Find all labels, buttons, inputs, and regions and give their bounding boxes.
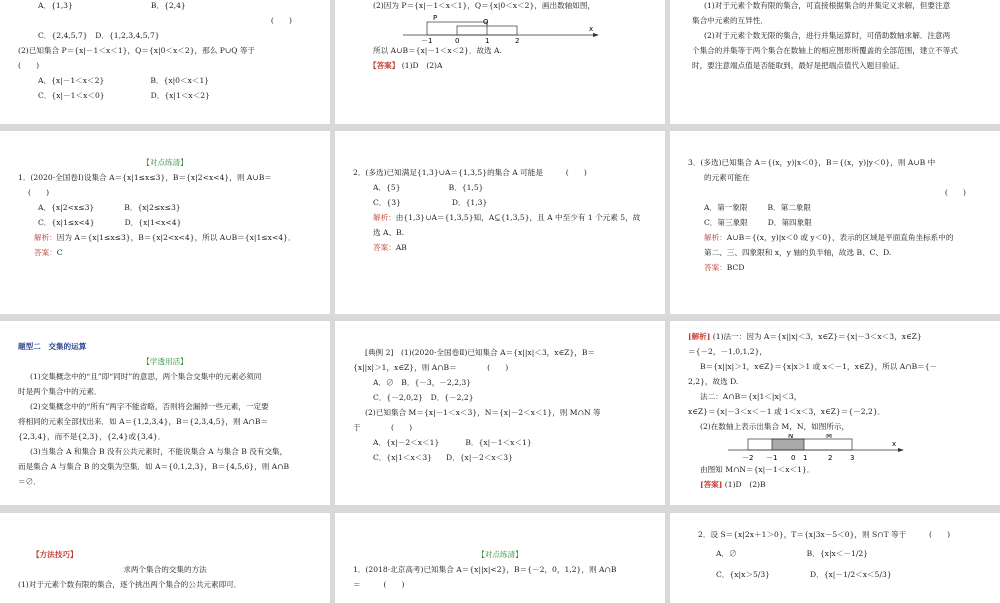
option-b: B．{x|0＜x＜1}: [150, 76, 210, 85]
tip-text: 时，要注意端点值是否能取到，最好是把端点值代入题目验证．: [692, 61, 905, 70]
answer-value: AB: [395, 243, 407, 252]
tick-label: 3: [850, 454, 855, 462]
tip-text: (1)对于元素个数有限的集合，可直接根据集合的并集定义求解，但要注意: [704, 1, 951, 10]
label-q: Q: [483, 18, 489, 26]
option-b: B．{x|x＜－1/2}: [806, 549, 869, 558]
option-row: [18, 215, 312, 230]
answer-tag: 【答案】: [369, 61, 400, 70]
option-row: [353, 195, 647, 210]
option-c: C．{x|－1＜x＜0}: [38, 91, 105, 100]
option-c: C．第三象限: [704, 218, 748, 227]
option-row: [688, 200, 982, 215]
paragraph-line: (1)对于元素个数有限的集合，逐个挑出两个集合的公共元素即可．: [18, 580, 242, 589]
option-row: C．{－2,0,2} D．{－2,2}: [373, 393, 474, 402]
option-row: [18, 200, 312, 215]
solution-text: (2)因为 P＝{x|－1＜x＜1}，Q＝{x|0＜x＜2}，画出数轴如图，: [373, 1, 596, 10]
option-b: B．{x|－1＜x＜1}: [465, 438, 532, 447]
answer-row: [353, 58, 647, 73]
option-d: D．{x|－2＜x＜3}: [446, 453, 513, 462]
paragraph-line: 将相同的元素全部找出来．如 A＝{1,2,3,4}，B＝{2,3,4,5}，则 A∩B＝: [18, 417, 269, 426]
solution-text: [688, 230, 982, 245]
answer-value: (1)D (2)A: [401, 61, 443, 70]
number-line-diagram: [728, 434, 928, 462]
option-row: [18, 0, 312, 13]
solution-body: 由{1,3}∪A＝{1,3,5}知，A⊆{1,3,5}，且 A 中至少有 1 个元素 5，故: [395, 213, 641, 222]
paragraph-line: 而是集合 A 与集合 B 的交集为空集．如 A＝{0,1,2,3}，B＝{4,5,6}，则 A∩B: [18, 462, 290, 471]
solution-text: 法二：A∩B＝{x|1＜|x|＜3，: [700, 392, 802, 401]
option-a: A．{5}: [373, 183, 401, 192]
paragraph-line: (3)当集合 A 和集合 B 没有公共元素时，不能说集合 A 与集合 B 没有交集，: [30, 447, 288, 456]
option-b: B．{1,5}: [448, 183, 484, 192]
option-row: [688, 546, 982, 561]
answer-row: [353, 240, 647, 255]
axis-x-label: x: [892, 440, 897, 448]
solution-text: B＝{x||x|＞1，x∈Z}＝{x|x＞1 或 x＜－1，x∈Z}，所以 A∩B＝{－: [700, 362, 938, 371]
axis-arrow: [593, 33, 599, 37]
solution-tag: 解析：: [373, 213, 396, 222]
section-heading: 题型二 交集的运算: [18, 342, 87, 351]
intersection-shade: [772, 439, 804, 450]
option-row: [688, 567, 982, 582]
option-d: D．{x|1<x<4}: [124, 218, 182, 227]
paragraph-line: 时是两个集合中的元素．: [18, 387, 102, 396]
solution-text: x∈Z}＝{x|－3＜x＜－1 或 1＜x＜3，x∈Z}＝{－2,2}．: [688, 407, 886, 416]
option-a: A．第一象限: [704, 203, 748, 212]
label-p: P: [433, 14, 438, 22]
solution-body: (1)法一：因为 A＝{x||x|＜3，x∈Z}＝{x|－3＜x＜3，x∈Z}: [712, 332, 922, 341]
answer-row: [18, 245, 312, 260]
answer-row: [688, 477, 982, 492]
question-text: (2)已知集合 P＝{x|－1＜x＜1}，Q＝{x|0＜x＜2}，那么 P∪Q 等于: [18, 46, 256, 55]
paragraph-line: {2,3,4}，而不是{2,3}，{2,4}或{3,4}．: [18, 432, 166, 441]
question-text: 3．(多选)已知集合 A＝{(x，y)|x＜0}，B＝{(x，y)|y＜0}，则 A∪B 中: [688, 158, 936, 167]
solution-text: [353, 210, 647, 225]
tick-label: 0: [791, 454, 796, 462]
answer-tag: 答案：: [704, 263, 727, 272]
question-text: 1．(2020·全国卷Ⅰ)设集合 A＝{x|1≤x≤3}，B＝{x|2<x<4}，则 A∪B＝: [18, 173, 272, 182]
slide-2[interactable]: [335, 0, 665, 124]
option-b: B．第二象限: [767, 203, 812, 212]
option-b: B．{x|2≤x≤3}: [124, 203, 181, 212]
solution-text: (2)在数轴上表示出集合 M，N，如图所示，: [700, 422, 850, 431]
paragraph-line: (1)交集概念中的“且”即“同时”的意思，两个集合交集中的元素必须同: [30, 372, 262, 381]
label-n: N: [788, 434, 794, 440]
option-row: [353, 435, 647, 450]
option-d: D．{x|－1/2＜x＜5/3}: [810, 570, 892, 579]
slide-9[interactable]: [670, 321, 1000, 505]
option-row: A．∅ B．{－3，－2,2,3}: [373, 378, 472, 387]
solution-text: 2,2}，故选 D.: [688, 377, 739, 386]
option-row: C．{2,4,5,7} D．{1,2,3,4,5,7}: [38, 31, 160, 40]
slide-3[interactable]: [670, 0, 1000, 124]
option-a: A．{x|－1＜x＜2}: [38, 76, 105, 85]
option-row: [18, 73, 312, 88]
option-d: D．第四象限: [767, 218, 812, 227]
answer-paren: ( ): [28, 188, 50, 197]
question-text: 2．(多选)已知满足{1,3}∪A＝{1,3,5}的集合 A 可能是 ( ): [353, 168, 587, 177]
tick-label: 2: [515, 37, 520, 43]
question-text: 1．(2018·北京高考)已知集合 A＝{x||x|<2}，B＝{－2，0，1,2}，则 A∩B: [353, 565, 617, 574]
option-a: A．{x|2<x≤3}: [38, 203, 95, 212]
slide-11[interactable]: [335, 513, 665, 603]
option-row: [353, 180, 647, 195]
solution-text: 由图知 M∩N＝{x|－1＜x＜1}．: [700, 465, 815, 474]
answer-tag: 答案：: [34, 248, 57, 257]
solution-body: A∪B＝{(x，y)|x＜0 或 y＜0}，表示的区域是平面直角坐标系中的: [726, 233, 954, 242]
slide-1[interactable]: [0, 0, 330, 124]
answer-paren: ( ): [944, 188, 966, 197]
answer-tag: 答案：: [373, 243, 396, 252]
solution-tag: 解析：: [34, 233, 57, 242]
tick-label: 1: [485, 37, 490, 43]
axis-arrow: [898, 448, 904, 452]
solution-text: [688, 329, 982, 344]
option-c: C．{3}: [373, 198, 401, 207]
answer-paren: ＝ ( ): [353, 580, 405, 589]
tip-text: 集合中元素的互异性．: [692, 16, 768, 25]
example-text: {x||x|＞1，x∈Z}，则 A∩B＝ ( ): [353, 363, 509, 372]
option-a: A．{x|－2＜x＜1}: [373, 438, 440, 447]
answer-tag: [答案]: [700, 480, 723, 489]
example-text: [典例 2] (1)(2020·全国卷Ⅱ)已知集合 A＝{x||x|＜3，x∈Z}，B＝: [365, 348, 596, 357]
option-d: D．{x|1＜x＜2}: [150, 91, 210, 100]
solution-tag: [解析]: [688, 332, 711, 341]
slide-12[interactable]: [670, 513, 1000, 603]
section-title: 【对点练清】: [477, 550, 523, 559]
section-title: 求两个集合的交集的方法: [123, 565, 207, 574]
option-row: [688, 215, 982, 230]
tick-label: －1: [766, 454, 778, 462]
tick-label: 0: [455, 37, 460, 43]
option-a: A．∅: [716, 549, 737, 558]
solution-text: 选 A、B.: [373, 228, 405, 237]
answer-row: [688, 260, 982, 275]
solution-text: 第二、三、四象限和 x，y 轴的负半轴，故选 B、C、D.: [704, 248, 892, 257]
answer-value: BCD: [726, 263, 745, 272]
axis-x-label: x: [589, 25, 594, 33]
option-c: C．{x|x＞5/3}: [716, 570, 771, 579]
option-a: A．{1,3}: [38, 1, 73, 10]
paragraph-line: (2)交集概念中的“所有”两字不能省略，否则将会漏掉一些元素，一定要: [30, 402, 269, 411]
example-text: (2)已知集合 M＝{x|－1＜x＜3}，N＝{x|－2＜x＜1}，则 M∩N 等: [365, 408, 601, 417]
option-d: D．{1,3}: [451, 198, 488, 207]
slide-7[interactable]: [0, 321, 330, 505]
tip-text: 个集合的并集等于两个集合在数轴上的相应图形所覆盖的全部范围，建立不等式: [692, 46, 958, 55]
answer-paren: ( ): [270, 16, 292, 25]
option-c: C．{x|1＜x＜3}: [373, 453, 433, 462]
option-row: [353, 450, 647, 465]
solution-text: 所以 A∪B＝{x|－1＜x＜2}．故选 A.: [373, 46, 502, 55]
tip-text: (2)对于元素个数无限的集合，进行并集运算时，可借助数轴求解．注意两: [704, 31, 951, 40]
slide-10[interactable]: [0, 513, 330, 603]
solution-tag: 解析：: [704, 233, 727, 242]
example-text: 于 ( ): [353, 423, 413, 432]
section-tag: 【方法技巧】: [32, 550, 78, 559]
answer-paren: ( ): [18, 61, 40, 70]
paragraph-line: ＝∅．: [18, 477, 41, 486]
tick-label: －2: [742, 454, 754, 462]
section-subtitle: 【学透用活】: [142, 357, 188, 366]
answer-value: (1)D (2)B: [724, 480, 766, 489]
tick-label: 1: [803, 454, 808, 462]
answer-value: C: [56, 248, 63, 257]
solution-body: 因为 A＝{x|1≤x≤3}，B＝{x|2<x<4}，所以 A∪B＝{x|1≤x<4}．: [56, 233, 296, 242]
section-title: 【对点练清】: [142, 158, 188, 167]
tick-label: －1: [421, 37, 433, 43]
question-text: 2．设 S＝{x|2x＋1＞0}，T＝{x|3x－5＜0}，则 S∩T 等于 ( ): [698, 530, 951, 539]
question-text: 的元素可能在: [704, 173, 750, 182]
option-row: [18, 88, 312, 103]
slide-5[interactable]: [335, 131, 665, 314]
slide-4[interactable]: [0, 131, 330, 314]
option-c: C．{x|1≤x<4}: [38, 218, 95, 227]
tick-label: 2: [828, 454, 833, 462]
number-line-diagram: [403, 13, 623, 43]
solution-text: [18, 230, 312, 245]
option-b: B．{2,4}: [150, 1, 186, 10]
label-m: M: [826, 434, 833, 440]
slide-6[interactable]: [670, 131, 1000, 314]
slide-8[interactable]: [335, 321, 665, 505]
solution-text: ＝{－2，－1,0,1,2}，: [688, 347, 768, 356]
